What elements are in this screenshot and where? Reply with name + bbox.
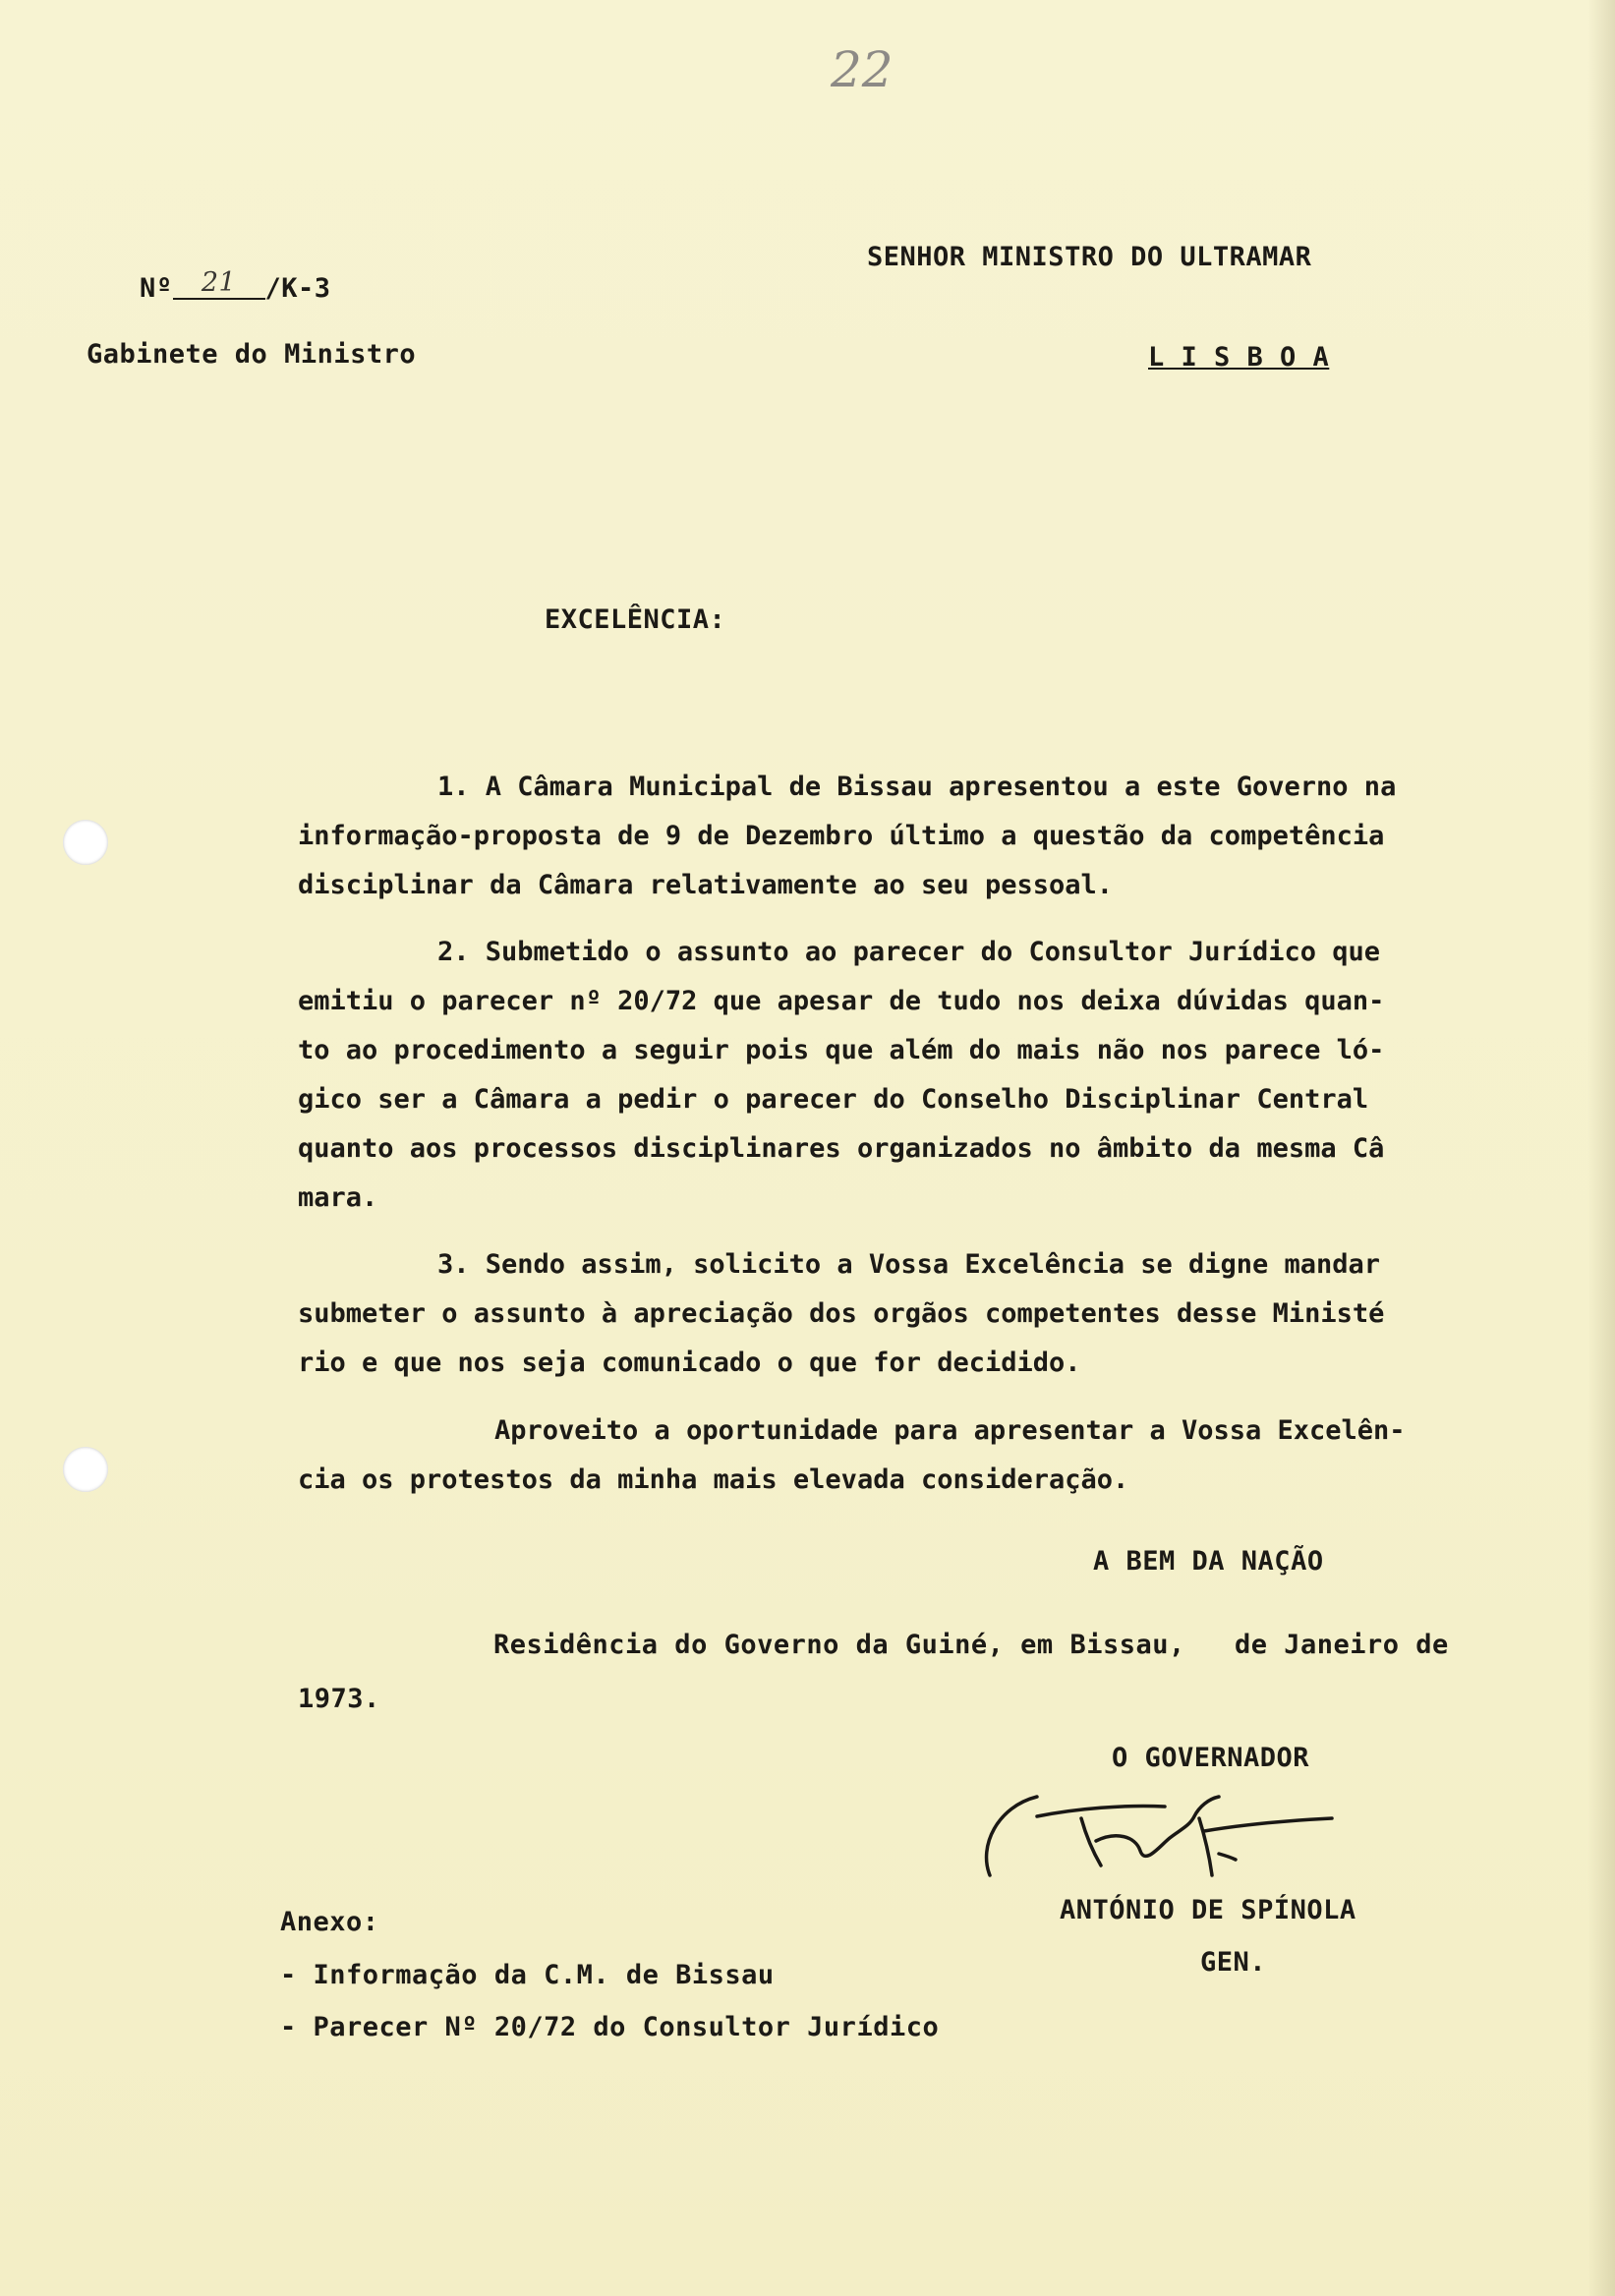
office-name: Gabinete do Ministro xyxy=(87,339,417,370)
ref-suffix: /K-3 xyxy=(264,273,331,304)
paragraph-2-line-5: quanto aos processos disciplinares organizados no âmbito da mesma Câ xyxy=(298,1133,1385,1164)
paragraph-1-line-1: 1. A Câmara Municipal de Bissau apresentou a este Governo na xyxy=(437,772,1397,802)
page-edge-shadow xyxy=(1587,0,1615,2296)
paragraph-2-line-1: 2. Submetido o assunto ao parecer do Consultor Jurídico que xyxy=(437,937,1381,967)
addressee: SENHOR MINISTRO DO ULTRAMAR xyxy=(867,242,1312,272)
paragraph-1-line-2: informação-proposta de 9 de Dezembro último a questão da competência xyxy=(298,821,1385,851)
paragraph-2 xyxy=(298,928,1507,1223)
paragraph-4-line-2: cia os protestos da minha mais elevada consideração. xyxy=(298,1464,1129,1495)
paragraph-2-line-2: emitiu o parecer nº 20/72 que apesar de tudo nos deixa dúvidas quan- xyxy=(298,986,1385,1016)
ref-number-handwritten: 21 xyxy=(173,267,265,300)
paragraph-2-line-4: gico ser a Câmara a pedir o parecer do Conselho Disciplinar Central xyxy=(298,1084,1369,1115)
punch-hole-bottom xyxy=(63,1447,108,1492)
closing-formula: A BEM DA NAÇÃO xyxy=(1093,1546,1324,1577)
reference-number xyxy=(140,267,331,306)
handwritten-page-number: 22 xyxy=(831,41,894,98)
paragraph-2-line-3: to ao procedimento a seguir pois que além do mais não nos parece ló- xyxy=(298,1035,1385,1065)
handwritten-signature xyxy=(978,1777,1371,1895)
paragraph-2-line-6: mara. xyxy=(298,1182,378,1213)
signatory-rank: GEN. xyxy=(1200,1947,1267,1978)
paragraph-1 xyxy=(298,763,1507,910)
paragraph-3-line-3: rio e que nos seja comunicado o que for decidido. xyxy=(298,1348,1081,1378)
ref-prefix: Nº xyxy=(140,273,173,304)
annex-label: Anexo: xyxy=(280,1907,379,1937)
signatory-title: O GOVERNADOR xyxy=(1112,1743,1310,1773)
paragraph-4 xyxy=(298,1406,1507,1505)
paragraph-3-line-1: 3. Sendo assim, solicito a Vossa Excelência se digne mandar xyxy=(437,1249,1381,1280)
paragraph-3 xyxy=(298,1240,1507,1388)
annex-item-2: - Parecer Nº 20/72 do Consultor Jurídico xyxy=(280,2012,940,2042)
paragraph-1-line-3: disciplinar da Câmara relativamente ao seu pessoal. xyxy=(298,870,1114,900)
place-date-line-2: 1973. xyxy=(298,1684,380,1714)
place-date-line-1: Residência do Governo da Guiné, em Bissau, de Janeiro de xyxy=(493,1630,1449,1660)
punch-hole-top xyxy=(63,820,108,865)
paragraph-4-line-1: Aproveito a oportunidade para apresentar a Vossa Excelên- xyxy=(494,1415,1406,1446)
addressee-city: L I S B O A xyxy=(1148,342,1330,373)
annex-item-1: - Informação da C.M. de Bissau xyxy=(280,1960,775,1990)
paragraph-3-line-2: submeter o assunto à apreciação dos orgãos competentes desse Ministé xyxy=(298,1298,1385,1329)
salutation: EXCELÊNCIA: xyxy=(545,604,726,635)
signatory-name: ANTÓNIO DE SPÍNOLA xyxy=(1060,1895,1356,1925)
